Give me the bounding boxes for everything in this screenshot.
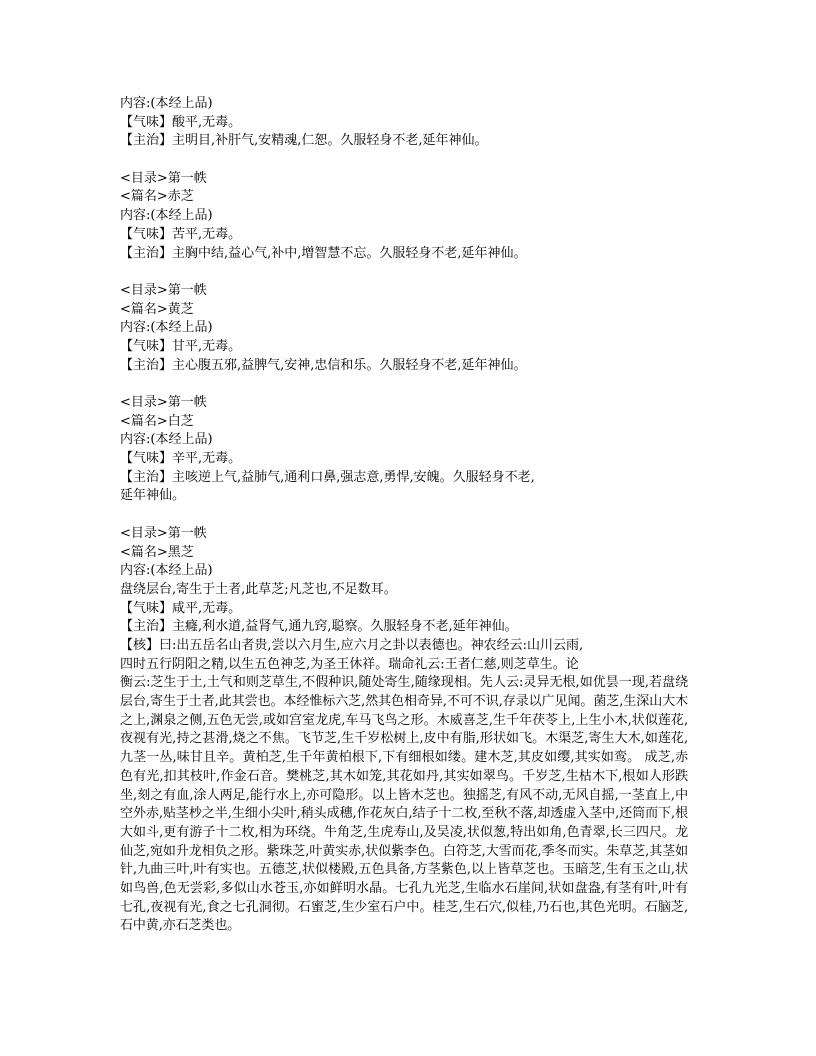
content-line: 内容:(本经上品) bbox=[120, 208, 213, 224]
intro-line: 盘绕层台,寄生于土者,此草芝;凡芝也,不足数耳。 bbox=[120, 581, 397, 597]
zhuzhi-line: 【主治】主咳逆上气,益肺气,通利口鼻,强志意,勇悍,安魄。久服轻身不老, bbox=[120, 469, 535, 485]
he-line: 【核】曰:出五岳名山者贵,尝以六月生,应六月之卦以表德也。神农经云:山川云雨, bbox=[120, 637, 584, 653]
zhuzhi-line: 【主治】主癃,利水道,益肾气,通九窍,聪察。久服轻身不老,延年神仙。 bbox=[120, 619, 518, 635]
zhuzhi-line: 【主治】主心腹五邪,益脾气,安神,忠信和乐。久服轻身不老,延年神仙。 bbox=[120, 357, 527, 373]
mulu-line: <目录>第一帙 bbox=[120, 170, 207, 186]
content-line: 内容:(本经上品) bbox=[120, 320, 213, 336]
he-line: 四时五行阴阳之精,以生五色神芝,为圣王休祥。瑞命礼云:王者仁慈,则芝草生。论 bbox=[120, 656, 579, 672]
qiwei-line: 【气味】甘平,无毒。 bbox=[120, 338, 242, 354]
qiwei-line: 【气味】咸平,无毒。 bbox=[120, 600, 242, 616]
content-line: 内容:(本经上品) bbox=[120, 563, 213, 579]
qiwei-line: 【气味】辛平,无毒。 bbox=[120, 451, 242, 467]
pianming-line: <篇名>白芝 bbox=[120, 413, 194, 429]
mulu-line: <目录>第一帙 bbox=[120, 282, 207, 298]
qiwei-line: 【气味】酸平,无毒。 bbox=[120, 114, 242, 130]
spacer bbox=[120, 263, 700, 282]
qiwei-line: 【气味】苦平,无毒。 bbox=[120, 226, 242, 242]
content-line: 内容:(本经上品) bbox=[120, 432, 213, 448]
zhuzhi-line-continued: 延年神仙。 bbox=[120, 488, 186, 504]
content-line: 内容:(本经上品) bbox=[120, 96, 213, 111]
zhuzhi-line: 【主治】主胸中结,益心气,补中,增智慧不忘。久服轻身不老,延年神仙。 bbox=[120, 245, 527, 261]
spacer bbox=[120, 375, 700, 394]
pianming-line: <篇名>黑芝 bbox=[120, 544, 194, 560]
mulu-line: <目录>第一帙 bbox=[120, 395, 207, 410]
mulu-line: <目录>第一帙 bbox=[120, 525, 207, 541]
spacer bbox=[120, 506, 700, 525]
pianming-line: <篇名>赤芝 bbox=[120, 189, 194, 205]
pianming-line: <篇名>黄芝 bbox=[120, 301, 194, 317]
document-page bbox=[120, 95, 700, 936]
he-paragraph: 衡云:芝生于土,土气和则芝草生,不假种识,随处寄生,随缘现相。先人云:灵异无根,如优昙一现,若盘绕层台,寄生于土者,此其尝也。本经惟标六芝,然其色相奇异,不可不识,存录以广见闻。菌芝,生深山大木之上,渊泉之侧,五色无尝,或如宫室龙虎,车马飞鸟之形。木威喜芝,生千年茯苓上,上生小木,状似莲花,夜视有光,持之甚滑,烧之不焦。飞节芝,生千岁松树上,皮中有脂,形状如飞。木渠芝,寄生大木,如莲花,九茎一丛,味甘且辛。黄柏芝,生千年黄柏根下,下有细根如缕。建木芝,其皮如缨,其实如鸾。 成芝,赤色有光,扣其枝叶,作金石音。樊桃芝,其木如笼,其花如丹,其实如翠鸟。千岁芝,生枯木下,根如人形跌坐,刻之有血,涂人两足,能行水上,亦可隐形。以上皆木芝也。独摇芝,有风不动,无风自摇,一茎直上,中空外赤,贴茎杪之半,生细小尖叶,稍头成穗,作花灰白,结子十二枚,至秋不落,却透虚入茎中,还筒而下,根大如斗,更有游子十二枚,相为环绕。牛角芝,生虎寿山,及吴凌,状似葱,特出如角,色青翠,长三四尺。龙仙芝,宛如升龙相负之形。紫珠芝,叶黄实赤,状似紫李色。白符芝,大雪而花,季冬而实。朱草芝,其茎如针,九曲三叶,叶有实也。五德芝,状似楼殿,五色具备,方茎紫色,以上皆草芝也。玉暗芝,生有玉之山,状如鸟兽,色无尝彩,多似山水苍玉,亦如鲜明水晶。七孔九光芝,生临水石崖间,状如盘盎,有茎有叶,叶有七孔,夜视有光,食之七孔洞彻。石蜜芝,生少室石户中。桂芝,生石穴,似桂,乃石也,其色光明。石脑芝,石中黄,亦石芝类也。 bbox=[120, 675, 688, 934]
zhuzhi-line: 【主治】主明目,补肝气,安精魂,仁恕。久服轻身不老,延年神仙。 bbox=[120, 133, 488, 149]
spacer bbox=[120, 151, 700, 170]
